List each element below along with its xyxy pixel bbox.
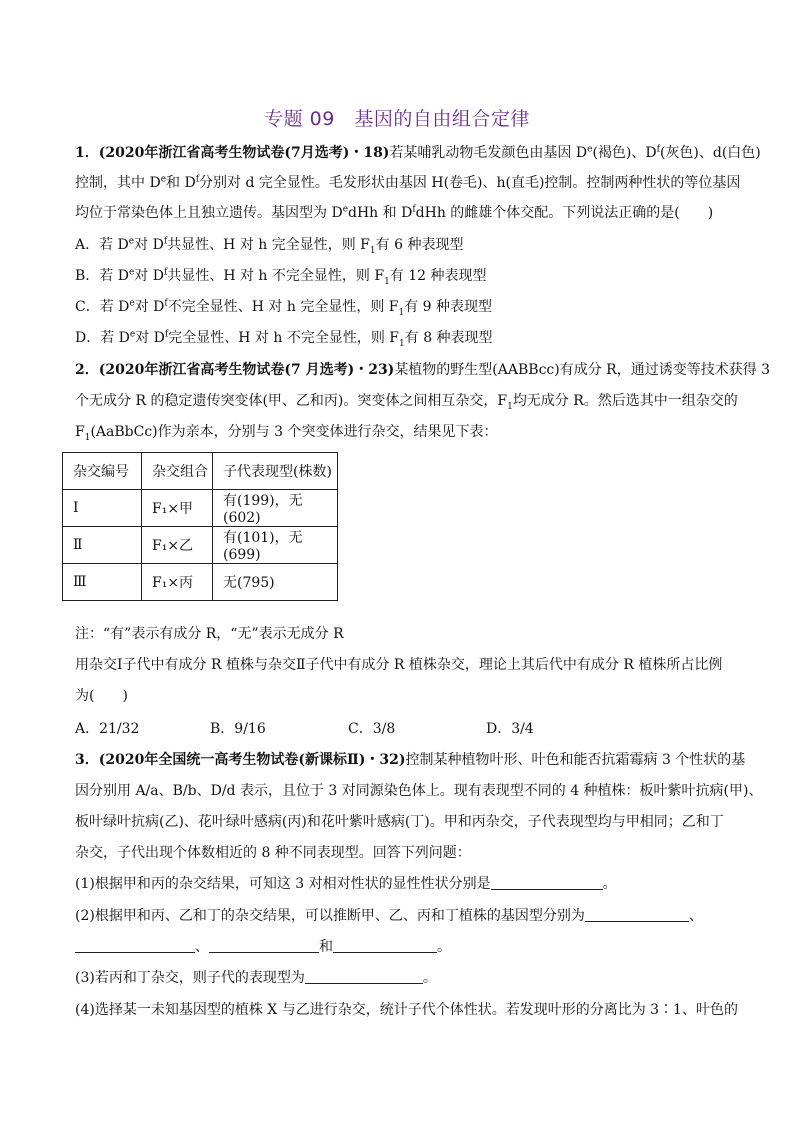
q3-text: 、 — [688, 908, 703, 924]
q2-option-c: C．3/8 — [348, 721, 396, 737]
sup-e: e — [129, 298, 135, 309]
table-header: 杂交编号 — [63, 453, 142, 490]
sup-e: e — [128, 236, 135, 247]
cross-results-table — [62, 452, 338, 601]
table-cell: Ⅱ — [63, 527, 142, 564]
q2-text: 均无成分 R。然后选其中一组杂交的 — [512, 393, 738, 409]
answer-blank[interactable] — [585, 907, 689, 922]
q2-text: 个无成分 R 的稳定遗传突变体(甲、乙和丙)。突变体之间相互杂交，F — [75, 393, 508, 409]
q1-text: 控制，其中 D — [75, 175, 161, 191]
q1-text: dHh 的雌雄个体交配。下列说法正确的是( ) — [415, 205, 714, 221]
q1-number: 1． — [75, 145, 99, 161]
table-cell: Ⅰ — [63, 490, 142, 527]
q1-text: dHh 和 D — [348, 205, 413, 221]
answer-blank[interactable] — [305, 969, 423, 984]
q3-text: 、 — [195, 939, 209, 955]
q2-line-2 — [75, 391, 738, 411]
opt-text: 共显性、H 对 h 不完全显性，则 F — [167, 268, 385, 284]
opt-text: D．若 D — [75, 330, 130, 346]
opt-text: B．若 D — [75, 268, 129, 284]
opt-text: 对 D — [134, 299, 165, 315]
sup-e: e — [128, 267, 135, 278]
q3-text: (1)根据甲和丙的杂交结果，可知这 3 对相对性状的显性性状分别是 — [75, 876, 491, 892]
q3-text: 控制某种植物叶形、叶色和能否抗霜霉病 3 个性状的基 — [405, 752, 746, 768]
opt-text: 对 D — [135, 330, 165, 346]
table-cell: 有(199)，无(602) — [213, 490, 338, 527]
opt-text: A．若 D — [75, 237, 129, 253]
q3-text: 。 — [437, 939, 451, 955]
table-row — [63, 527, 338, 564]
table-cell: 无(795) — [213, 564, 338, 601]
opt-text: 完全显性、H 对 h 不完全显性，则 F — [168, 330, 400, 346]
q3-line-1 — [75, 750, 745, 770]
sub-1: 1 — [507, 401, 513, 412]
q2-line-5: 为( ) — [75, 688, 128, 704]
sup-e: e — [160, 174, 167, 185]
sup-e: e — [129, 329, 136, 340]
sup-f: f — [656, 144, 660, 155]
table-cell: 有(101)，无(699) — [213, 527, 338, 564]
q3-text: (3)若丙和丁杂交，则子代的表现型为 — [75, 970, 305, 986]
q2-option-d: D．3/4 — [486, 721, 534, 737]
opt-text: C．若 D — [75, 299, 130, 315]
q2-option-a: A．21/32 — [75, 721, 140, 737]
opt-text: 共显性、H 对 h 完全显性，则 F — [167, 237, 370, 253]
q1-text: 和 D — [166, 175, 196, 191]
q1-text: 分别对 d 完全显性。毛发形状由基因 H(卷毛)、h(直毛)控制。控制两种性状的等位基因 — [199, 175, 741, 191]
q2-option-b: B．9/16 — [210, 721, 266, 737]
q3-number: 3． — [75, 752, 99, 768]
q1-option-d — [75, 328, 493, 348]
q1-text: 均位于常染色体上且独立遗传。基因型为 D — [75, 205, 343, 221]
sub-1: 1 — [384, 276, 390, 287]
opt-text: 对 D — [134, 268, 164, 284]
q3-text: 。 — [422, 970, 437, 986]
q2-note: 注：“有”表示有成分 R，“无”表示无成分 R — [75, 626, 344, 642]
opt-text: 不完全显性、H 对 h 完全显性，则 F — [167, 299, 399, 315]
opt-text: 对 D — [134, 237, 164, 253]
q2-text: F — [75, 424, 85, 440]
q1-line-2 — [75, 173, 740, 193]
q1-text: (灰色)、d(白色) — [659, 145, 761, 161]
q1-text: 若某哺乳动物毛发颜色由基因 D — [389, 145, 588, 161]
opt-text: 有 9 种表现型 — [404, 299, 493, 315]
table-cell: F₁×乙 — [142, 527, 213, 564]
q3-part-1 — [75, 874, 617, 894]
table-row — [63, 564, 338, 601]
q2-source: (2020年浙江省高考生物试卷(7 月选考)・23) — [98, 362, 395, 378]
sup-f: f — [163, 236, 168, 247]
table-header-row — [63, 453, 338, 490]
table-header: 杂交组合 — [142, 453, 213, 490]
sup-f: f — [195, 174, 200, 185]
table-row — [63, 490, 338, 527]
sup-f: f — [163, 267, 168, 278]
sup-e: e — [587, 144, 593, 155]
q3-part-2 — [75, 906, 703, 926]
q3-line-4: 杂交，子代出现个体数相近的 8 种不同表现型。回答下列问题： — [75, 845, 471, 861]
page-title: 专题 09 基因的自由组合定律 — [264, 108, 530, 130]
q3-source: (2020年全国统一高考生物试卷(新课标Ⅱ)・32) — [98, 752, 406, 768]
q2-number: 2． — [75, 362, 99, 378]
q2-line-3 — [75, 422, 497, 442]
q3-part-2-cont — [75, 937, 451, 957]
table-cell: F₁×丙 — [142, 564, 213, 601]
q3-text: 和 — [319, 939, 333, 955]
sub-1: 1 — [399, 338, 405, 349]
q1-line-1 — [75, 143, 761, 163]
q2-text: (AaBbCc)作为亲本，分别与 3 个突变体进行杂交，结果见下表： — [90, 424, 498, 440]
q1-option-a — [75, 235, 463, 255]
q1-option-b — [75, 266, 487, 286]
q1-text: (褐色)、D — [592, 145, 657, 161]
opt-text: 有 8 种表现型 — [404, 330, 493, 346]
sup-f: f — [164, 298, 168, 309]
sub-1: 1 — [84, 432, 91, 443]
q3-part-3 — [75, 968, 437, 988]
q1-option-c — [75, 297, 492, 317]
table-cell: Ⅲ — [63, 564, 142, 601]
answer-blank[interactable] — [491, 875, 603, 890]
q3-text: 。 — [602, 876, 617, 892]
sup-f: f — [412, 204, 416, 215]
q1-source: (2020年浙江省高考生物试卷(7月选考)・18) — [98, 145, 390, 161]
answer-blank[interactable] — [75, 938, 195, 953]
q3-line-2: 因分别用 A/a、B/b、D/d 表示，且位于 3 对同源染色体上。现有表现型不同的 4 种植株：板叶紫叶抗病(甲)、 — [75, 783, 763, 799]
q3-line-3: 板叶绿叶抗病(乙)、花叶绿叶感病(丙)和花叶紫叶感病(丁)。甲和丙杂交，子代表现型均与甲相同；乙和丁 — [75, 814, 724, 830]
table-cell: F₁×甲 — [142, 490, 213, 527]
opt-text: 有 12 种表现型 — [389, 268, 487, 284]
q2-line-4: 用杂交Ⅰ子代中有成分 R 植株与杂交Ⅱ子代中有成分 R 植株杂交，理论上其后代中有成分 R 植株所占比例 — [75, 657, 723, 673]
answer-blank[interactable] — [209, 938, 319, 953]
answer-blank[interactable] — [333, 938, 437, 953]
q3-part-4: (4)选择某一未知基因型的植株 X 与乙进行杂交，统计子代个体性状。若发现叶形的分离比为 3∶1、叶色的 — [75, 1002, 738, 1018]
sub-1: 1 — [369, 245, 376, 256]
q2-text: 某植物的野生型(AABBcc)有成分 R，通过诱变等技术获得 3 — [394, 362, 771, 378]
opt-text: 有 6 种表现型 — [375, 237, 464, 253]
q2-line-1 — [75, 360, 770, 380]
sub-1: 1 — [398, 307, 405, 318]
q1-line-3 — [75, 203, 713, 223]
sup-f: f — [164, 329, 169, 340]
q3-text: (2)根据甲和丙、乙和丁的杂交结果，可以推断甲、乙、丙和丁植株的基因型分别为 — [75, 908, 585, 924]
sup-e: e — [342, 204, 349, 215]
table-header: 子代表现型(株数) — [213, 453, 338, 490]
